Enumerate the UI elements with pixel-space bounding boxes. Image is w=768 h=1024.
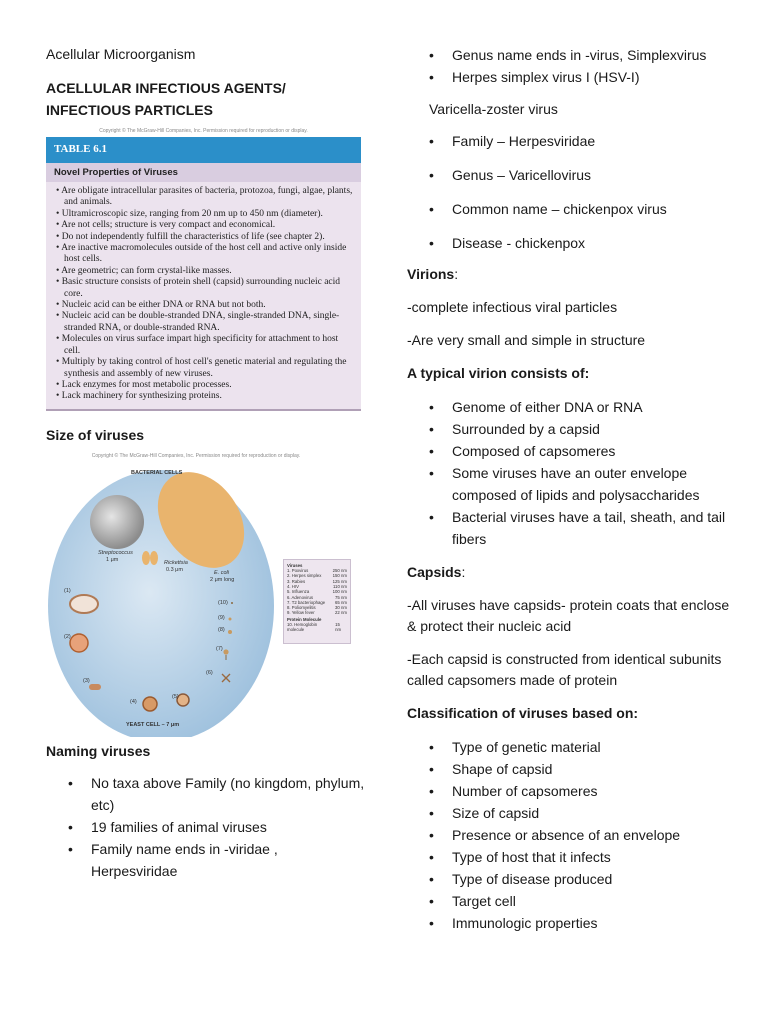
- legend-row-size: 15 nm: [335, 621, 342, 633]
- table-item: • Are inactive macromolecules outside of the host cell and active only inside host cells.: [54, 243, 353, 266]
- virions-colon: :: [454, 266, 459, 282]
- bacterial-cells-label: BACTERIAL CELLS: [131, 469, 183, 476]
- list-item: • Composed of capsomeres: [407, 440, 737, 462]
- virus-size-legend: [283, 559, 351, 644]
- typical-list: [407, 396, 737, 550]
- virions-p1: -complete infectious viral particles: [407, 299, 618, 315]
- legend-row-name: 5. Influenza: [287, 589, 310, 595]
- virions-heading: Virions: [407, 266, 455, 282]
- properties-table: [46, 137, 361, 411]
- hemoglobin-shape: [231, 602, 233, 604]
- list-item: • Family – Herpesviridae: [407, 130, 737, 152]
- legend-row-name: 6. Adenovirus: [287, 594, 314, 600]
- legend-row-size: 65 nm: [335, 599, 347, 605]
- legend-row-size: 110 nm: [332, 583, 347, 589]
- num-5: (5): [172, 693, 179, 700]
- rickettsia-label: Rickettsia: [164, 559, 188, 566]
- list-item: • Genus name ends in -virus, Simplexvirus: [407, 44, 737, 66]
- legend-row-name: 7. T2 bacteriophage: [287, 599, 326, 605]
- list-item: • Presence or absence of an envelope: [407, 824, 737, 846]
- legend-row-size: 100 nm: [332, 589, 347, 595]
- legend-row-size: 250 nm: [332, 568, 347, 574]
- list-item: • Disease - chickenpox: [407, 232, 737, 254]
- table-label: TABLE 6.1: [46, 137, 361, 163]
- table-item: • Are obligate intracellular parasites of bacteria, protozoa, fungi, algae, plants, and animals.: [54, 186, 353, 209]
- naming-heading: Naming viruses: [46, 742, 151, 759]
- list-item: • Common name – chickenpox virus: [407, 198, 737, 220]
- table-item: • Multiply by taking control of host cell's genetic material and regulating the synthesis and assembly of new viruses.: [54, 357, 353, 380]
- poxvirus-shape: [70, 595, 98, 613]
- legend-row-size: 30 nm: [335, 605, 347, 611]
- table-item: • Lack machinery for synthesizing proteins.: [54, 391, 353, 402]
- herpes-shape: [70, 634, 88, 652]
- genus-list: [407, 44, 737, 88]
- left-column: [46, 44, 366, 882]
- legend-row-name: 4. HIV: [287, 583, 299, 589]
- capsids-heading: Capsids: [407, 564, 462, 580]
- num-4: (4): [130, 698, 137, 705]
- virus-size-figure: [46, 452, 366, 737]
- figure-copyright: Copyright © The McGraw-Hill Companies, Inc. Permission required for reproduction or display.: [91, 452, 301, 459]
- right-column: [407, 44, 737, 934]
- page-title-line2: INFECTIOUS PARTICLES: [46, 102, 213, 118]
- capsids-colon: :: [461, 564, 466, 580]
- page-title-line1: ACELLULAR INFECTIOUS AGENTS/: [46, 80, 286, 96]
- vz-heading: Varicella-zoster virus: [429, 101, 558, 117]
- list-item: • 19 families of animal viruses: [46, 816, 366, 838]
- table-item: • Are not cells; structure is very compact and economical.: [54, 220, 353, 231]
- yellow-fever-shape: [229, 617, 232, 620]
- list-item: • Some viruses have an outer envelope composed of lipids and polysaccharides: [407, 462, 737, 506]
- list-item: • Family name ends in -viridae , Herpesviridae: [46, 838, 366, 882]
- rickettsia-shape: [150, 551, 158, 565]
- table-item: • Molecules on virus surface impart high specificity for attachment to host cell.: [54, 334, 353, 357]
- ecoli-size: 2 μm long: [210, 576, 235, 583]
- legend-protein-title: Protein Molecule: [287, 616, 322, 622]
- size-heading: Size of viruses: [46, 426, 145, 443]
- list-item: • Bacterial viruses have a tail, sheath, and tail fibers: [407, 506, 737, 550]
- strep-size: 1 μm: [106, 556, 119, 563]
- naming-list: [46, 772, 366, 882]
- num-9: (9): [218, 614, 225, 621]
- t2-phage-shape: [223, 649, 228, 654]
- table-body: [46, 182, 361, 409]
- table-subtitle: Novel Properties of Viruses: [46, 163, 361, 182]
- list-item: • No taxa above Family (no kingdom, phylum, etc): [46, 772, 366, 816]
- rabies-shape: [89, 684, 101, 690]
- table-item: • Do not independently fulfill the characteristics of life (see chapter 2).: [54, 232, 353, 243]
- ecoli-label: E. coli: [214, 569, 229, 576]
- legend-row-name: 1. Poxvirus: [287, 568, 309, 574]
- legend-row-name: 2. Herpes simplex: [287, 573, 322, 579]
- rickettsia-size: 0.3 μm: [166, 566, 183, 573]
- num-6: (6): [206, 669, 213, 676]
- legend-row-name: 9. Yellow fever: [287, 610, 315, 616]
- vz-list: [407, 130, 737, 254]
- legend-row-size: 75 nm: [335, 594, 347, 600]
- legend-row-size: 22 nm: [335, 610, 347, 616]
- num-7: (7): [216, 645, 223, 652]
- list-item: • Type of host that it infects: [407, 846, 737, 868]
- strep-label: Streptococcus: [98, 549, 133, 556]
- list-item: • Surrounded by a capsid: [407, 418, 737, 440]
- legend-row-name: 10. Hemoglobin molecule: [287, 621, 318, 633]
- list-item: • Type of genetic material: [407, 736, 737, 758]
- table-item: • Nucleic acid can be double-stranded DNA, single-stranded DNA, single-stranded RNA, or double-stranded RNA.: [54, 311, 353, 334]
- legend-row: [287, 622, 347, 633]
- table-item: • Are geometric; can form crystal-like masses.: [54, 266, 353, 277]
- table-item: • Nucleic acid can be either DNA or RNA but not both.: [54, 300, 353, 311]
- list-item: • Type of disease produced: [407, 868, 737, 890]
- typical-heading: A typical virion consists of:: [407, 365, 590, 381]
- legend-row-size: 150 nm: [332, 573, 347, 579]
- num-3: (3): [83, 677, 90, 684]
- hiv-shape: [143, 697, 157, 711]
- polio-shape: [228, 630, 232, 634]
- table-item: • Basic structure consists of protein shell (capsid) surrounding nucleic acid core.: [54, 277, 353, 300]
- rickettsia-shape: [142, 551, 150, 565]
- section-header: Acellular Microorganism: [46, 46, 196, 62]
- virions-heading-line: [407, 264, 737, 285]
- capsids-p2: -Each capsid is constructed from identical subunits called capsomers made of protein: [407, 651, 722, 688]
- table-item: • Ultramicroscopic size, ranging from 20 nm up to 450 nm (diameter).: [54, 209, 353, 220]
- classification-list: [407, 736, 737, 934]
- streptococcus-shape: [90, 495, 144, 549]
- table-item: • Lack enzymes for most metabolic processes.: [54, 380, 353, 391]
- num-10: (10): [218, 599, 228, 606]
- legend-rows: [287, 568, 347, 616]
- num-8: (8): [218, 626, 225, 633]
- capsids-heading-line: [407, 562, 737, 583]
- table-copyright: Copyright © The McGraw-Hill Companies, Inc. Permission required for reproduction or display.: [99, 128, 308, 134]
- capsids-p1: -All viruses have capsids- protein coats that enclose & protect their nucleic acid: [407, 597, 730, 634]
- legend-title: Viruses: [287, 562, 303, 568]
- legend-row-name: 3. Rabies: [287, 578, 306, 584]
- num-1: (1): [64, 587, 71, 594]
- list-item: • Shape of capsid: [407, 758, 737, 780]
- num-2: (2): [64, 633, 71, 640]
- list-item: • Number of capsomeres: [407, 780, 737, 802]
- yeast-cell-label: YEAST CELL – 7 μm: [126, 721, 180, 728]
- list-item: • Target cell: [407, 890, 737, 912]
- legend-row: [287, 610, 347, 615]
- classification-heading: Classification of viruses based on:: [407, 705, 639, 721]
- legend-row-size: 125 nm: [332, 578, 347, 584]
- list-item: • Immunologic properties: [407, 912, 737, 934]
- list-item: • Herpes simplex virus I (HSV-I): [407, 66, 737, 88]
- virions-p2: -Are very small and simple in structure: [407, 332, 646, 348]
- list-item: • Genome of either DNA or RNA: [407, 396, 737, 418]
- list-item: • Genus – Varicellovirus: [407, 164, 737, 186]
- legend-row-name: 8. Poliomyelitis: [287, 605, 316, 611]
- list-item: • Size of capsid: [407, 802, 737, 824]
